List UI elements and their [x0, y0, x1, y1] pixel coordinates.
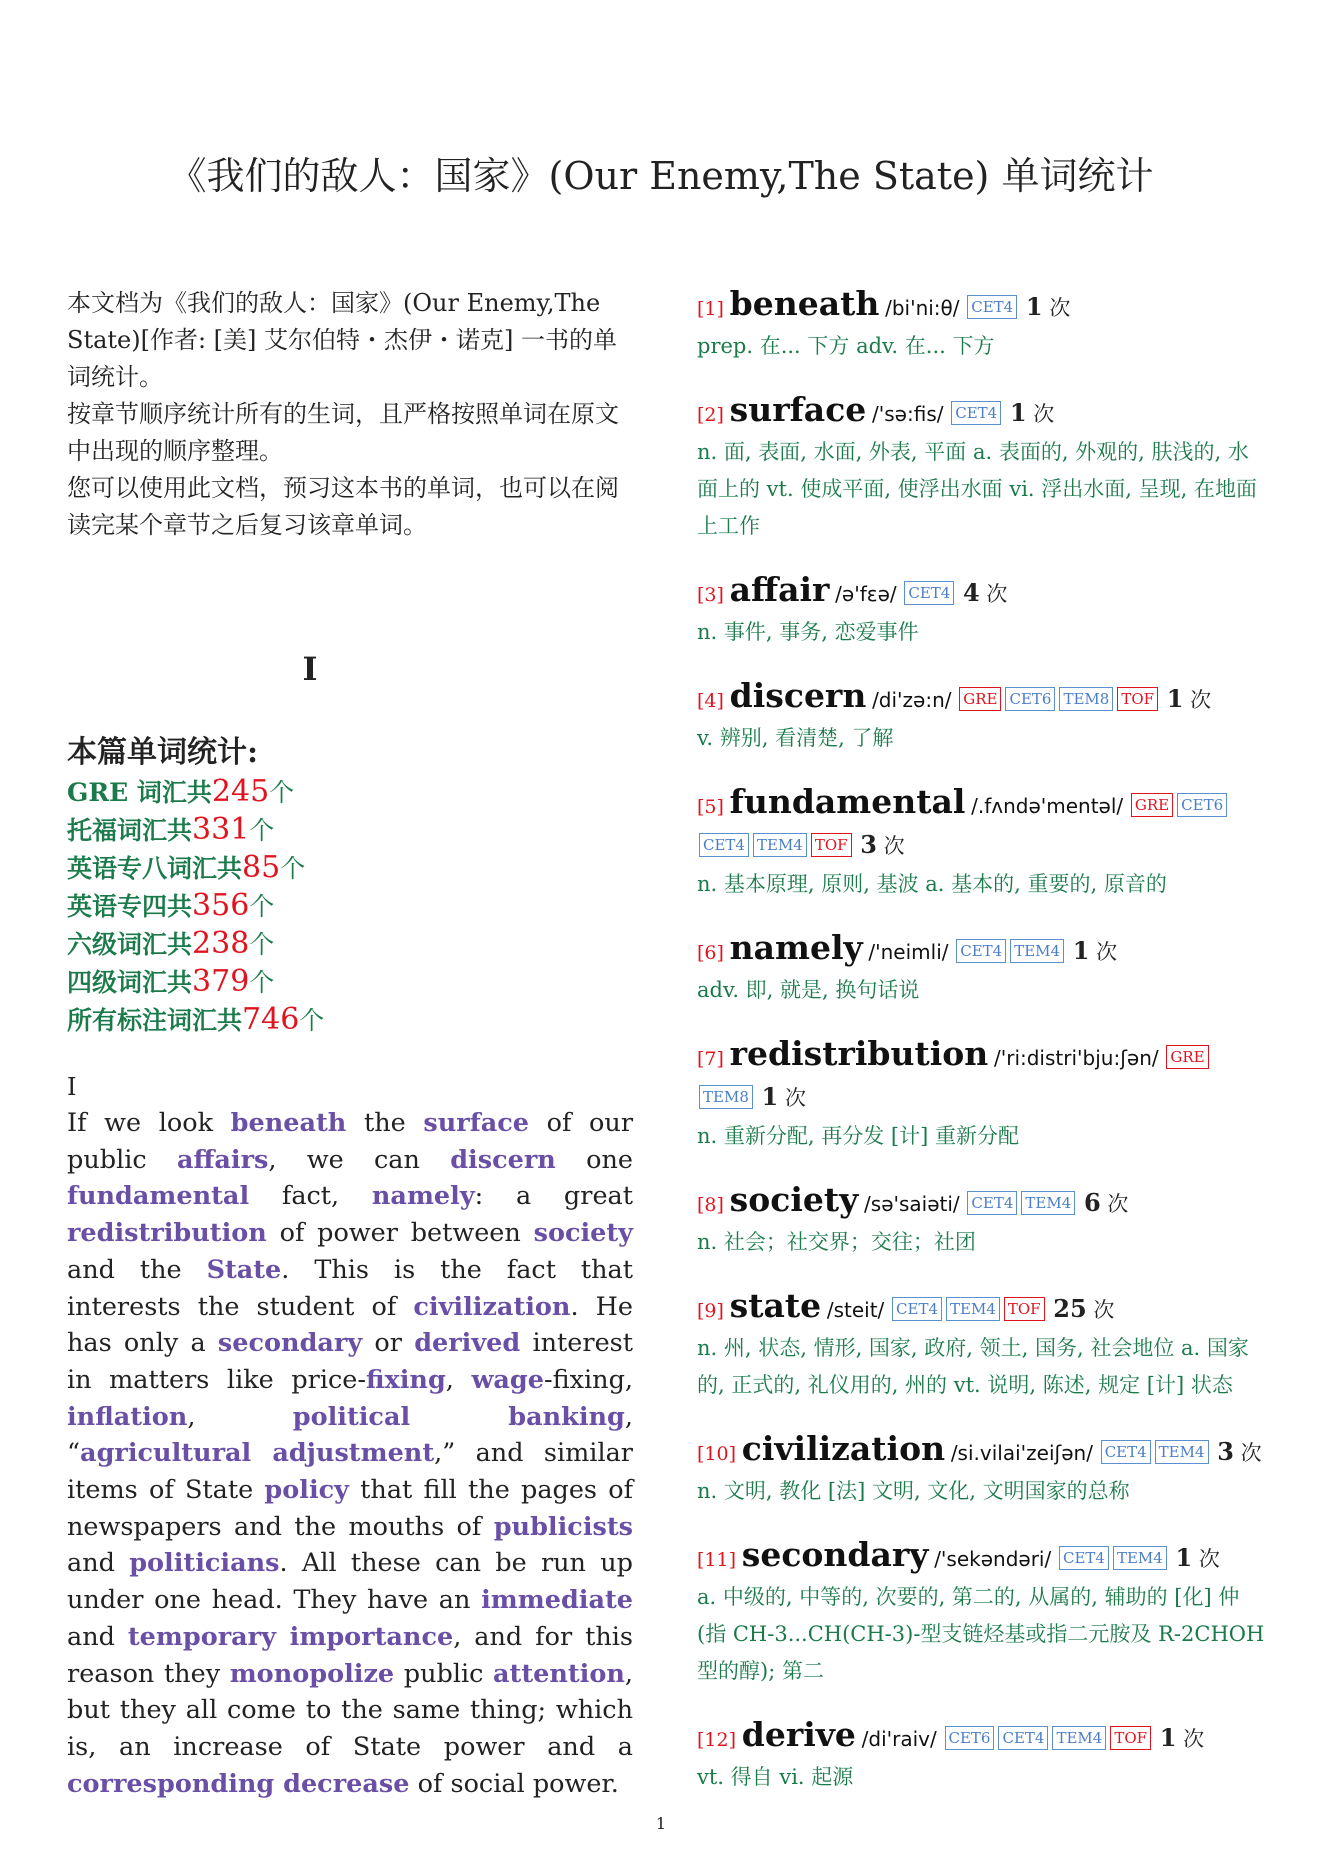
entry-count: [1160, 684, 1212, 713]
entry-header: [697, 391, 1267, 434]
text-run: and: [67, 1548, 130, 1579]
vocab-entry: [697, 1181, 1267, 1261]
entry-phonetic: /bi'ni:θ/: [885, 296, 960, 320]
stat-label: 托福词汇共: [67, 816, 193, 845]
text-run: If we look: [67, 1108, 231, 1138]
level-badge: TEM4: [1021, 1191, 1075, 1215]
text-run: , and for this reason they: [67, 1621, 633, 1689]
vocab-entry: [697, 1430, 1267, 1510]
count-unit: 次: [1198, 1547, 1220, 1571]
entry-index: [7]: [697, 1048, 724, 1070]
count-value: 1: [761, 1082, 779, 1111]
count-value: 25: [1053, 1294, 1087, 1323]
count-unit: 次: [1049, 296, 1071, 320]
stat-row: [67, 849, 633, 887]
highlighted-word: beneath: [230, 1108, 347, 1138]
entry-index: [3]: [697, 584, 724, 606]
highlighted-word: temporary importance: [127, 1621, 454, 1652]
highlighted-word: society: [533, 1218, 633, 1249]
count-value: 3: [1217, 1437, 1234, 1466]
entry-count: [1003, 398, 1055, 427]
entry-header: [697, 929, 1267, 972]
count-unit: 次: [1033, 402, 1055, 426]
stat-label: GRE 词汇共: [67, 778, 212, 807]
stat-row: [67, 887, 633, 925]
count-unit: 次: [1240, 1441, 1262, 1465]
text-run: the: [346, 1108, 424, 1138]
stat-label: 所有标注词汇共: [67, 1006, 243, 1035]
entry-phonetic: /di'raiv/: [861, 1727, 937, 1751]
highlighted-word: State: [206, 1254, 282, 1285]
stat-count: 331: [192, 812, 250, 847]
stat-unit: 个: [280, 854, 306, 883]
intro-paragraph: 按章节顺序统计所有的生词，且严格按照单词在原文中出现的顺序整理。: [67, 400, 619, 465]
level-badge: TEM4: [1052, 1726, 1106, 1750]
level-badge: GRE: [1131, 793, 1173, 817]
text-run: interest in matters like price-: [67, 1328, 633, 1395]
level-badge: CET4: [892, 1297, 942, 1321]
entry-count: [1169, 1543, 1220, 1572]
stat-row: [67, 963, 633, 1001]
highlighted-word: immediate: [481, 1585, 633, 1616]
entry-index: [12]: [697, 1729, 737, 1751]
text-run: . All these can be run up under one head. They have an: [67, 1548, 633, 1616]
count-value: 1: [1025, 292, 1043, 321]
entry-word: surface: [729, 390, 867, 429]
body-paragraph: [67, 1105, 633, 1802]
level-badge: CET4: [967, 295, 1017, 319]
vocab-entry: [697, 1287, 1267, 1404]
entry-word: society: [729, 1180, 859, 1219]
text-run: one: [555, 1144, 633, 1175]
entry-definition: adv. 即, 就是, 换句话说: [697, 978, 920, 1002]
entry-index: [9]: [697, 1300, 724, 1322]
count-unit: 次: [1183, 1727, 1205, 1751]
highlighted-word: secondary: [217, 1328, 363, 1359]
page-title: 《我们的敌人：国家》(Our Enemy,The State) 单词统计: [168, 154, 1154, 198]
entry-definition: n. 面, 表面, 水面, 外表, 平面 a. 表面的, 外观的, 肤浅的, 水面上的 vt. 使成平面, 使浮出水面 vi. 浮出水面, 呈现, 在地面上工作: [697, 440, 1257, 538]
level-badge: TEM8: [699, 1085, 753, 1109]
text-run: public: [394, 1658, 494, 1689]
highlighted-word: derived: [414, 1328, 521, 1359]
highlighted-word: redistribution: [67, 1218, 267, 1249]
text-run: , but they all come to the same thing; which is, an increase of State power and a: [67, 1658, 633, 1762]
stat-label: 英语专四共: [67, 892, 193, 921]
entry-word: derive: [741, 1715, 856, 1754]
entry-phonetic: /.fʌndə'mentəl/: [971, 794, 1124, 818]
text-run: ,: [445, 1364, 472, 1395]
text-run: ,: [187, 1401, 293, 1432]
entry-header: [697, 1287, 1267, 1330]
stat-count: 245: [211, 774, 270, 809]
level-badge: TOF: [811, 833, 852, 857]
level-badge: TEM4: [1010, 939, 1064, 963]
text-run: . He has only a: [67, 1291, 633, 1359]
entry-count: [854, 830, 905, 859]
entry-index: [2]: [697, 404, 724, 426]
count-unit: 次: [1190, 688, 1212, 712]
stat-label: 六级词汇共: [67, 930, 193, 959]
stat-count: 356: [192, 888, 250, 923]
level-badge: GRE: [1166, 1045, 1208, 1069]
level-badge: TOF: [1004, 1297, 1045, 1321]
count-unit: 次: [1107, 1192, 1129, 1216]
entry-header: [697, 285, 1267, 328]
entry-phonetic: /si.vilai'zeiʃən/: [950, 1441, 1093, 1465]
highlighted-word: corresponding decrease: [67, 1768, 410, 1799]
stat-label: 四级词汇共: [67, 968, 193, 997]
entry-header: [697, 783, 1267, 866]
level-badge: GRE: [959, 687, 1001, 711]
text-run: fact,: [249, 1181, 372, 1212]
vocab-entry: [697, 783, 1267, 903]
stat-unit: 个: [249, 816, 275, 845]
level-badge: CET6: [1177, 793, 1227, 817]
count-unit: 次: [986, 582, 1008, 606]
vocab-entry: [697, 285, 1267, 365]
count-unit: 次: [1093, 1298, 1115, 1322]
level-badge: CET4: [1101, 1440, 1151, 1464]
entry-phonetic: /sə'saiəti/: [864, 1192, 960, 1216]
stat-unit: 个: [269, 778, 295, 807]
count-unit: 次: [784, 1086, 806, 1110]
highlighted-word: policy: [264, 1475, 349, 1506]
text-run: -fixing,: [543, 1364, 633, 1395]
count-value: 1: [1159, 1723, 1177, 1752]
count-value: 3: [860, 830, 877, 859]
level-badge: TEM4: [753, 833, 807, 857]
chapter-heading: I: [302, 650, 318, 688]
entry-count: [1153, 1723, 1205, 1752]
left-column: [67, 285, 633, 1802]
level-badge: CET6: [945, 1726, 995, 1750]
entry-definition: n. 事件, 事务, 恋爱事件: [697, 620, 919, 644]
level-badge: CET4: [699, 833, 749, 857]
entry-header: [697, 571, 1267, 614]
highlighted-word: wage: [471, 1364, 544, 1395]
entry-index: [10]: [697, 1443, 737, 1465]
entry-word: redistribution: [729, 1034, 989, 1073]
vocab-entry: [697, 571, 1267, 651]
entry-header: [697, 1536, 1267, 1579]
entry-word: fundamental: [729, 782, 966, 821]
entry-count: [755, 1082, 806, 1111]
vocab-entry: [697, 1536, 1267, 1690]
entry-definition: n. 文明, 教化 [法] 文明, 文化, 文明国家的总称: [697, 1479, 1130, 1503]
entry-header: [697, 677, 1267, 720]
entry-count: [956, 578, 1008, 607]
stat-row: [67, 925, 633, 963]
stat-unit: 个: [249, 892, 275, 921]
intro-text: [67, 285, 633, 544]
level-badge: TEM8: [1059, 687, 1113, 711]
entry-phonetic: /'ri:distri'bju:ʃən/: [993, 1046, 1159, 1070]
entry-definition: n. 基本原理, 原则, 基波 a. 基本的, 重要的, 原音的: [697, 872, 1167, 896]
highlighted-word: surface: [423, 1108, 529, 1138]
level-badge: TEM4: [1113, 1546, 1167, 1570]
count-value: 6: [1083, 1188, 1101, 1217]
vocab-entry: [697, 1035, 1267, 1155]
intro-paragraph: 本文档为《我们的敌人：国家》(Our Enemy,The State)[作者: [美] 艾尔伯特・杰伊・诺克] 一书的单词统计。: [67, 289, 618, 391]
highlighted-word: discern: [450, 1144, 556, 1175]
stat-count: 746: [242, 1002, 300, 1037]
entry-definition: prep. 在... 下方 adv. 在... 下方: [697, 334, 995, 358]
entry-definition: n. 社会；社交界；交往；社团: [697, 1230, 976, 1254]
text-run: or: [362, 1328, 415, 1359]
section-label: I: [67, 1073, 77, 1101]
stat-unit: 个: [249, 930, 275, 959]
stat-row: [67, 773, 633, 811]
level-badge: TOF: [1117, 687, 1158, 711]
text-run: . This is the fact that interests the student of: [67, 1254, 633, 1322]
highlighted-word: affairs: [176, 1144, 269, 1175]
entry-definition: vt. 得自 vi. 起源: [697, 1765, 854, 1789]
vocab-entry: [697, 1716, 1267, 1796]
intro-paragraph: 您可以使用此文档，预习这本书的单词，也可以在阅读完某个章节之后复习该章单词。: [67, 474, 619, 539]
text-run: , “: [67, 1401, 633, 1469]
text-run: : a great: [474, 1181, 633, 1212]
entry-word: secondary: [741, 1535, 929, 1574]
entry-index: [8]: [697, 1194, 724, 1216]
stats-list: [67, 773, 633, 1039]
entry-word: affair: [729, 570, 830, 609]
page-number: 1: [655, 1814, 667, 1833]
text-run: of our public: [67, 1108, 634, 1175]
level-badge: TEM4: [946, 1297, 1000, 1321]
entry-word: beneath: [729, 284, 880, 323]
level-badge: CET4: [1059, 1546, 1109, 1570]
stats-heading: 本篇单词统计:: [67, 735, 259, 770]
count-value: 4: [963, 578, 980, 607]
entry-index: [11]: [697, 1549, 737, 1571]
entry-phonetic: /'neimli/: [868, 940, 949, 964]
stat-row: [67, 1001, 633, 1039]
text-run: of social power.: [409, 1768, 619, 1799]
entry-count: [1019, 292, 1071, 321]
highlighted-word: agricultural adjustment: [80, 1438, 435, 1469]
text-run: of power between: [266, 1218, 534, 1249]
stat-row: [67, 811, 633, 849]
vocab-entry: [697, 929, 1267, 1009]
text-run: that fill the pages of newspapers and the mouths of: [67, 1475, 634, 1542]
level-badge: CET4: [998, 1726, 1048, 1750]
entry-count: [1047, 1294, 1115, 1323]
level-badge: TOF: [1110, 1726, 1151, 1750]
text-run: and: [67, 1621, 128, 1652]
stat-count: 379: [192, 964, 250, 999]
highlighted-word: fixing: [365, 1364, 446, 1395]
count-value: 1: [1175, 1543, 1193, 1572]
entry-header: [697, 1430, 1267, 1473]
stat-label: 英语专八词汇共: [67, 854, 243, 883]
level-badge: CET4: [956, 939, 1006, 963]
vocab-entry: [697, 391, 1267, 545]
entry-definition: a. 中级的, 中等的, 次要的, 第二的, 从属的, 辅助的 [化] 仲 (指 CH-3...CH(CH-3)-型支链烃基或指二元胺及 R-2CHOH 型的醇); 第二: [697, 1585, 1265, 1683]
highlighted-word: political banking: [292, 1401, 625, 1432]
level-badge: CET4: [967, 1191, 1017, 1215]
level-badge: TEM4: [1155, 1440, 1209, 1464]
count-value: 1: [1009, 398, 1027, 427]
entry-index: [5]: [697, 796, 724, 818]
stat-count: 85: [242, 850, 281, 885]
count-unit: 次: [1096, 940, 1118, 964]
entry-header: [697, 1035, 1267, 1118]
text-run: and the: [67, 1254, 207, 1285]
entry-index: [4]: [697, 690, 724, 712]
entry-header: [697, 1181, 1267, 1224]
count-value: 1: [1166, 684, 1184, 713]
level-badge: CET4: [951, 401, 1001, 425]
entry-index: [6]: [697, 942, 724, 964]
highlighted-word: fundamental: [67, 1181, 250, 1212]
entry-word: civilization: [741, 1429, 946, 1468]
highlighted-word: inflation: [67, 1401, 188, 1432]
highlighted-word: monopolize: [229, 1658, 395, 1689]
level-badge: CET6: [1005, 687, 1055, 711]
entry-word: namely: [729, 928, 863, 967]
vocabulary-list: [697, 285, 1267, 1822]
vocab-entry: [697, 677, 1267, 757]
highlighted-word: attention: [493, 1658, 625, 1689]
highlighted-word: namely: [371, 1181, 475, 1212]
entry-phonetic: /'sekəndəri/: [934, 1547, 1052, 1571]
text-run: ,” and similar items of State: [67, 1438, 633, 1506]
entry-phonetic: /steit/: [826, 1298, 885, 1322]
entry-phonetic: /di'zə:n/: [872, 688, 952, 712]
stat-count: 238: [192, 926, 250, 961]
highlighted-word: publicists: [493, 1511, 633, 1542]
stat-unit: 个: [249, 968, 275, 997]
highlighted-word: civilization: [413, 1291, 571, 1322]
stat-unit: 个: [299, 1006, 325, 1035]
entry-definition: n. 重新分配, 再分发 [计] 重新分配: [697, 1124, 1019, 1148]
entry-count: [1066, 936, 1118, 965]
entry-count: [1077, 1188, 1129, 1217]
highlighted-word: politicians: [129, 1548, 280, 1579]
entry-definition: n. 州, 状态, 情形, 国家, 政府, 领土, 国务, 社会地位 a. 国家的, 正式的, 礼仪用的, 州的 vt. 说明, 陈述, 规定 [计] 状态: [697, 1336, 1249, 1397]
count-unit: 次: [883, 834, 905, 858]
count-value: 1: [1072, 936, 1090, 965]
entry-header: [697, 1716, 1267, 1759]
entry-word: state: [729, 1286, 822, 1325]
entry-index: [1]: [697, 298, 724, 320]
entry-phonetic: /'sə:fis/: [872, 402, 944, 426]
entry-count: [1211, 1437, 1262, 1466]
text-run: , we can: [268, 1144, 451, 1175]
level-badge: CET4: [904, 581, 954, 605]
entry-phonetic: /ə'fεə/: [835, 582, 897, 606]
entry-definition: v. 辨别, 看清楚, 了解: [697, 726, 894, 750]
entry-word: discern: [729, 676, 867, 715]
